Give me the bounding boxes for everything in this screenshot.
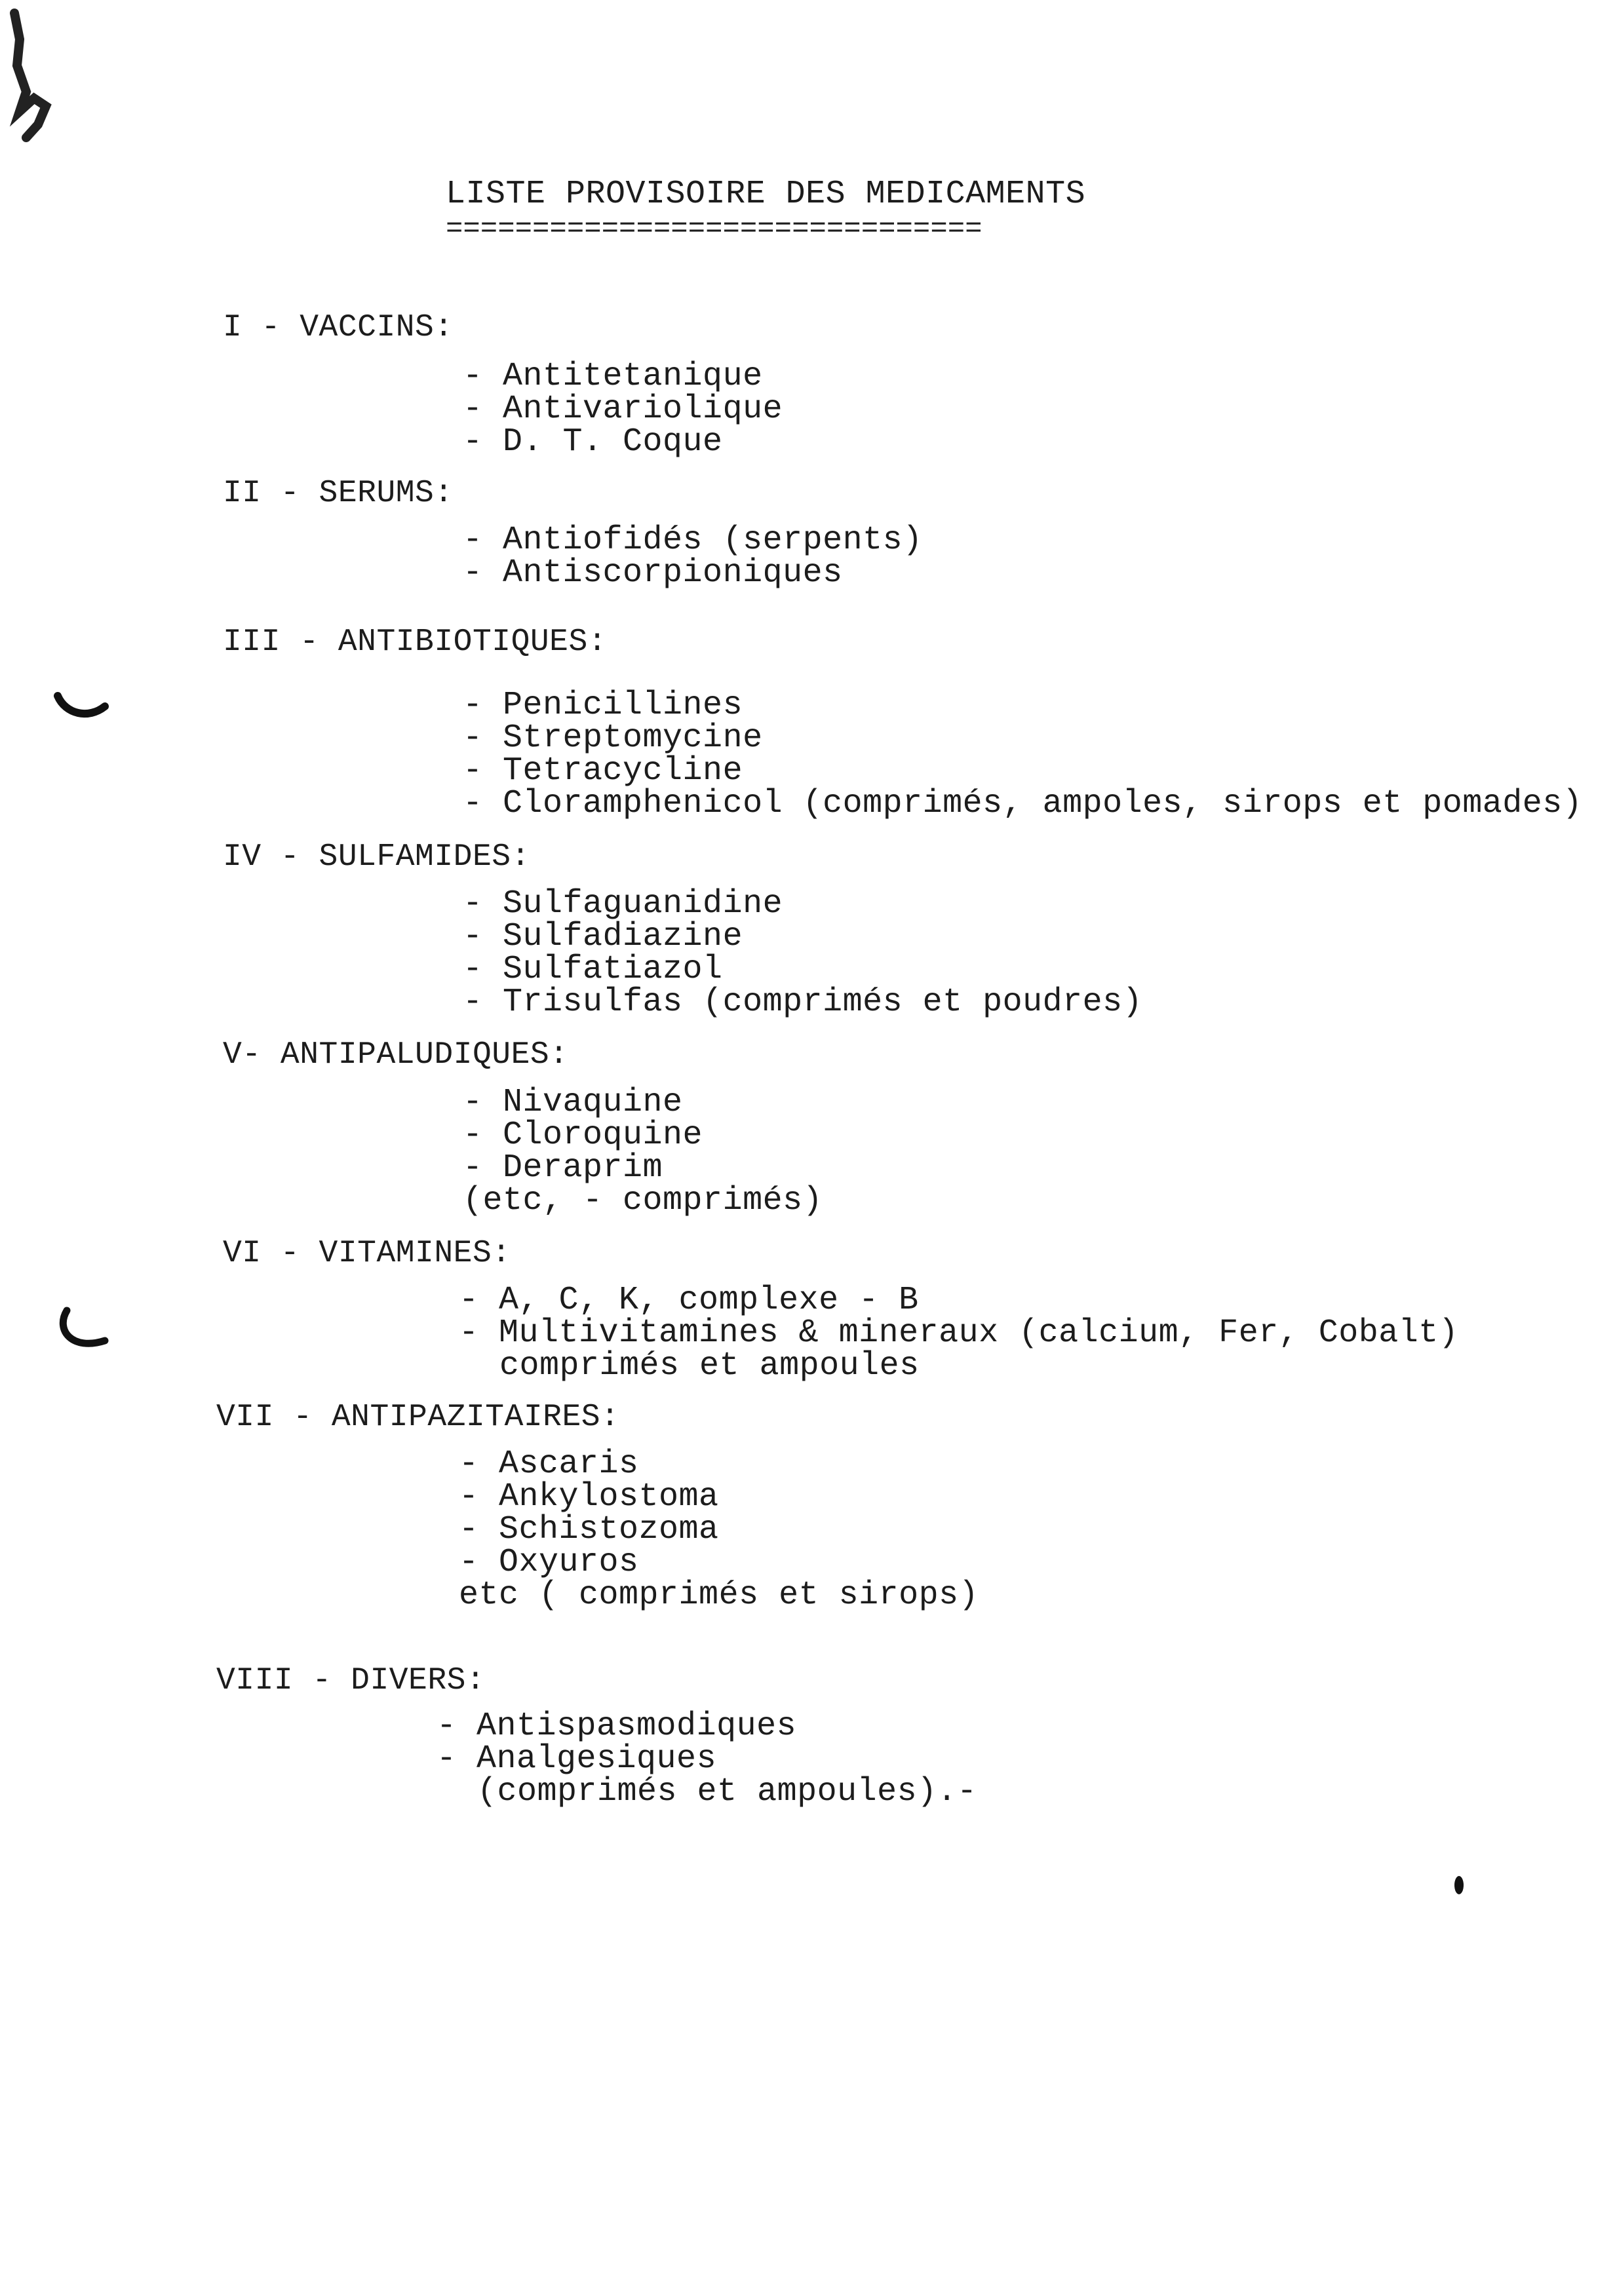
list-item: - Ankylostoma [459, 1478, 719, 1516]
list-item: - Antispasmodiques [437, 1708, 797, 1745]
section-heading-vitamines: VI - VITAMINES: [223, 1236, 511, 1271]
list-note: etc ( comprimés et sirops) [459, 1577, 979, 1614]
list-item: - Streptomycine [463, 719, 763, 757]
list-item: - Antiofidés (serpents) [463, 522, 923, 559]
list-item: - Nivaquine [463, 1084, 683, 1121]
section-heading-divers: VIII - DIVERS: [216, 1663, 486, 1698]
margin-scan-mark-left-1 [52, 688, 111, 727]
list-item: - Penicillines [463, 687, 743, 724]
list-item: - Antivariolique [463, 391, 783, 428]
margin-scan-mark-top-left [0, 0, 79, 151]
list-item: - Multivitamines & mineraux (calcium, Fer, Cobalt) [459, 1314, 1459, 1352]
section-heading-antipazitaires: VII - ANTIPAZITAIRES: [216, 1400, 620, 1435]
list-item: - A, C, K, complexe - B [459, 1282, 919, 1319]
list-note: (etc, - comprimés) [463, 1182, 823, 1219]
list-item: - D. T. Coque [463, 423, 723, 461]
list-item: - Tetracycline [463, 752, 743, 790]
margin-dot-right [1452, 1874, 1466, 1896]
list-item: - Sulfatiazol [463, 951, 723, 988]
section-heading-antipaludiques: V- ANTIPALUDIQUES: [223, 1037, 569, 1073]
list-item: - Cloramphenicol (comprimés, ampoles, sirops et pomades) [463, 785, 1583, 822]
section-heading-sulfamides: IV - SULFAMIDES: [223, 839, 530, 875]
page-title: LISTE PROVISOIRE DES MEDICAMENTS [446, 176, 1086, 213]
margin-scan-mark-left-2 [52, 1304, 111, 1356]
list-item: - Cloroquine [463, 1117, 703, 1154]
section-heading-serums: II - SERUMS: [223, 476, 454, 511]
title-double-rule: =============================== [446, 213, 983, 246]
list-item: - Sulfadiazine [463, 918, 743, 955]
list-item: - Antitetanique [463, 358, 763, 395]
list-item: - Sulfaguanidine [463, 885, 783, 923]
section-heading-antibiotiques: III - ANTIBIOTIQUES: [223, 624, 608, 660]
list-item: - Analgesiques [437, 1740, 717, 1778]
list-item: - Trisulfas (comprimés et poudres) [463, 984, 1143, 1021]
list-item: - Deraprim [463, 1149, 663, 1187]
list-item: - Schistozoma [459, 1511, 719, 1548]
list-note: (comprimés et ampoules).- [477, 1773, 977, 1810]
section-heading-vaccins: I - VACCINS: [223, 310, 454, 345]
list-item: - Ascaris [459, 1445, 639, 1483]
list-item: - Antiscorpioniques [463, 554, 843, 592]
list-item-continuation: comprimés et ampoules [499, 1347, 920, 1385]
list-item: - Oxyuros [459, 1544, 639, 1581]
